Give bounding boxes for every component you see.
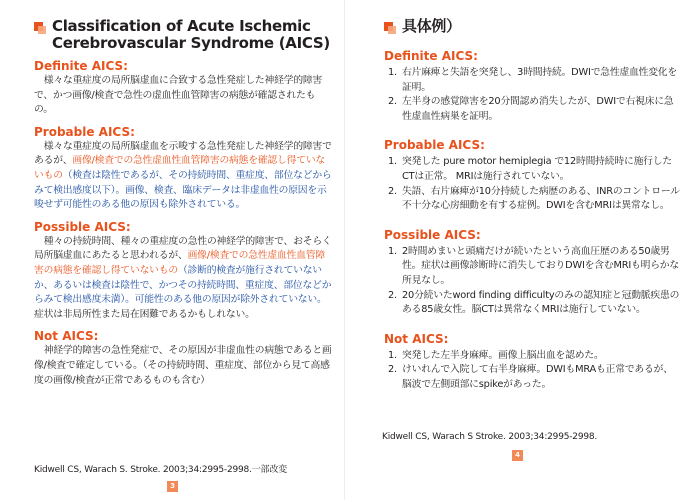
possible-text-emphasis: 画像/検査での急性虚血性血管障害の病態を確認し得ていないもの bbox=[34, 250, 326, 276]
probable-heading: Probable AICS: bbox=[34, 124, 135, 139]
not-examples-heading: Not AICS: bbox=[384, 331, 449, 346]
list-item: 1. 右片麻痺と失語を突発し、3時間持続。DWIで急性虚血性変化を証明。 bbox=[388, 67, 678, 93]
not-heading: Not AICS: bbox=[34, 329, 99, 344]
definite-heading: Definite AICS: bbox=[34, 59, 128, 73]
title-line-2: Cerebrovascular Syndrome (AICS) bbox=[52, 34, 330, 52]
probable-text bbox=[34, 140, 332, 213]
list-item: 2. 20分続いたword finding difficultyのみの認知症と冠動脈疾患のある85歳女性。脳CTは異常なくMRIは施行していない。 bbox=[388, 289, 680, 316]
right-page-number: 4 bbox=[512, 450, 523, 461]
list-item: 1. 突発した左半身麻痺。画像上脳出血を認めた。 bbox=[388, 349, 604, 361]
probable-text-emphasis: 画像/検査での急性虚血性血管障害の病態を確認し得ていないもの bbox=[34, 155, 326, 181]
possible-text-a: 種々の持続時間、種々の重症度の急性の神経学的障害で、おそらく局所脳虚血にあたると思われるが、 bbox=[34, 235, 332, 262]
not-examples-list bbox=[384, 349, 681, 393]
left-page bbox=[0, 0, 344, 500]
probable-examples-list bbox=[384, 155, 681, 213]
page-title bbox=[52, 18, 330, 52]
list-item: 2. 左半身の感覚障害を20分間認め消失したが、DWIで右視床に急性虚血性病巣を証明。 bbox=[388, 96, 674, 122]
possible-examples-list bbox=[384, 245, 681, 318]
list-item: 2. 失語、右片麻痺が10分持続した病歴のある、INRのコントロール不十分な心房細動を有する症例。DWIを含むMRIは異常なし。 bbox=[388, 185, 680, 212]
examples-title: 具体例） bbox=[402, 17, 461, 35]
right-citation: Kidwell CS, Warach S Stroke. 2003;34:2995-2998. bbox=[382, 432, 598, 442]
possible-text-d: 症状は非局所性また局在困難であるかもしれない。 bbox=[34, 308, 255, 320]
probable-text-a: 様々な重症度の局所脳虚血を示唆する急性発症した神経学的障害であるが、 bbox=[34, 140, 332, 167]
list-item: 2. けいれんで入院して右半身麻痺。DWIもMRAも正常であるが、脳波で左側頭部にspikeがあった。 bbox=[388, 364, 673, 390]
right-title-row bbox=[384, 18, 681, 35]
list-item: 1. 突発した pure motor hemiplegia で12時間持続時に施行したCTは正常。 MRIは施行されていない。 bbox=[388, 156, 672, 182]
probable-examples-heading: Probable AICS: bbox=[384, 138, 485, 153]
left-citation: Kidwell CS, Warach S. Stroke. 2003;34:2995-2998.一部改変 bbox=[34, 465, 287, 475]
left-page-number: 3 bbox=[167, 481, 178, 492]
definite-examples-heading: Definite AICS: bbox=[384, 49, 478, 63]
possible-text bbox=[34, 235, 332, 323]
left-title-row bbox=[34, 18, 332, 52]
probable-text-detail: （検査は陰性であるが、その持続時間、重症度、部位などからみて検出感度以下）。画像、検査、臨床データは非虚血性の原因を示唆せず可能性のある他の原因も除外されている。 bbox=[34, 169, 332, 211]
not-text: 神経学的障害の急性発症で、その原因が非虚血性の病態であると画像/検査で確定している。（その持続時間、重症度、部位から見て高感度の画像/検査が正常であるものも含む） bbox=[34, 345, 332, 386]
title-line-1: Classification of Acute Ischemic bbox=[52, 17, 311, 35]
possible-text-detail: （診断的検査が施行されていないか、あるいは検査は陰性で、かつその持続時間、重症度、部位などからみて検出感度未満）。可能性のある他の原因が除外されていない。 bbox=[34, 264, 332, 306]
definite-text: 様々な重症度の局所脳虚血に合致する急性発症した神経学的障害で、かつ画像/検査で急性の虚血性血管障害の病態が確認されたもの。 bbox=[34, 75, 323, 116]
square-bullet-icon bbox=[34, 22, 46, 34]
right-page bbox=[352, 0, 695, 500]
definite-examples-list bbox=[384, 66, 681, 124]
square-bullet-icon bbox=[384, 22, 396, 34]
possible-examples-heading: Possible AICS: bbox=[384, 227, 481, 242]
list-item: 1. 2時間めまいと頭痛だけが続いたという高血圧歴のある50歳男性。症状は画像診断時に消失しておりDWIを含むMRIも明らかな所見なし。 bbox=[388, 245, 679, 286]
possible-heading: Possible AICS: bbox=[34, 219, 131, 234]
